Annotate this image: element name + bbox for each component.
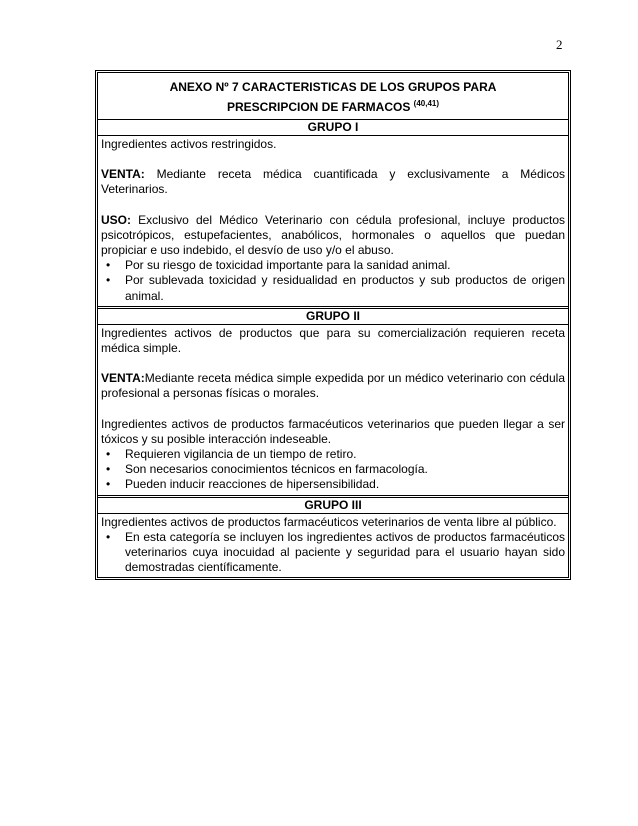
group-1-venta-label: VENTA: (101, 167, 145, 182)
bullet-icon: • (106, 529, 111, 544)
list-item (106, 477, 565, 492)
group-1-uso (101, 213, 565, 259)
group-2-header: GRUPO II (98, 309, 568, 325)
bullet-icon: • (106, 462, 111, 477)
group-2-intro: Ingredientes activos de productos que para su comercialización requieren receta médica simple. (101, 325, 565, 356)
title-reference: (40,41) (413, 99, 440, 108)
list-item-text: Pueden inducir reacciones de hipersensibilidad. (125, 477, 380, 492)
list-item (106, 258, 565, 273)
list-item-text: Son necesarios conocimientos técnicos en farmacología. (125, 462, 428, 477)
list-item (106, 462, 565, 477)
group-1-uso-label: USO: (101, 212, 131, 227)
bullet-icon: • (106, 477, 111, 492)
title-line-2 (100, 97, 566, 117)
bullet-icon: • (106, 258, 111, 273)
annex-table (95, 70, 571, 580)
title-line-2-text: PRESCRIPCION DE FARMACOS (226, 100, 411, 114)
group-1-body (98, 136, 568, 309)
title-line-1: ANEXO Nº 7 CARACTERISTICAS DE LOS GRUPOS PARA (169, 80, 497, 94)
list-item-text: Requieren vigilancia de un tiempo de retiro. (125, 447, 357, 462)
group-2-venta-text: Mediante receta médica simple expedida por un médico veterinario con cédula profesional a personas físicas o morales. (101, 371, 565, 401)
group-1-venta (101, 167, 565, 197)
group-3-body (98, 514, 568, 578)
group-3-intro: Ingredientes activos de productos farmacéuticos veterinarios de venta libre al público. (101, 514, 557, 529)
group-1-venta-text: Mediante receta médica cuantificada y exclusivamente a Médicos Veterinarios. (101, 167, 565, 197)
bullet-icon: • (106, 273, 111, 288)
group-2-venta-label: VENTA: (101, 371, 145, 386)
group-1-intro: Ingredientes activos restringidos. (101, 137, 277, 151)
group-1-uso-text: Exclusivo del Médico Veterinario con cédula profesional, incluye productos psicotrópicos, estupefacientes, anabólicos, hormonales o aquellos que puedan propiciar e uso indebido, el desvío de uso y/o el abuso. (101, 212, 565, 258)
bullet-icon: • (106, 447, 111, 462)
list-item (106, 447, 565, 462)
list-item (106, 529, 565, 576)
table-title (98, 73, 568, 120)
group-2-venta (101, 371, 565, 401)
list-item-text: Por su riesgo de toxicidad importante para la sanidad animal. (125, 258, 451, 273)
group-1-header: GRUPO I (98, 120, 568, 136)
list-item-text: Por sublevada toxicidad y residualidad en productos y sub productos de origen animal. (125, 273, 565, 303)
group-2-bullets (101, 447, 565, 493)
group-3-header: GRUPO III (98, 498, 568, 514)
group-3-bullets (101, 530, 565, 576)
list-item (106, 273, 565, 303)
group-2-ingredients: Ingredientes activos de productos farmacéuticos veterinarios que pueden llegar a ser tóxicos y su posible interacción indeseable. (101, 416, 565, 446)
group-1-bullets (101, 258, 565, 304)
list-item-text: En esta categoría se incluyen los ingredientes activos de productos farmacéuticos veterinarios cuya inocuidad al paciente y seguridad para el usuario hayan sido demostradas científicamente. (125, 529, 565, 575)
page-number: 2 (556, 37, 563, 52)
group-2-body (98, 325, 568, 498)
